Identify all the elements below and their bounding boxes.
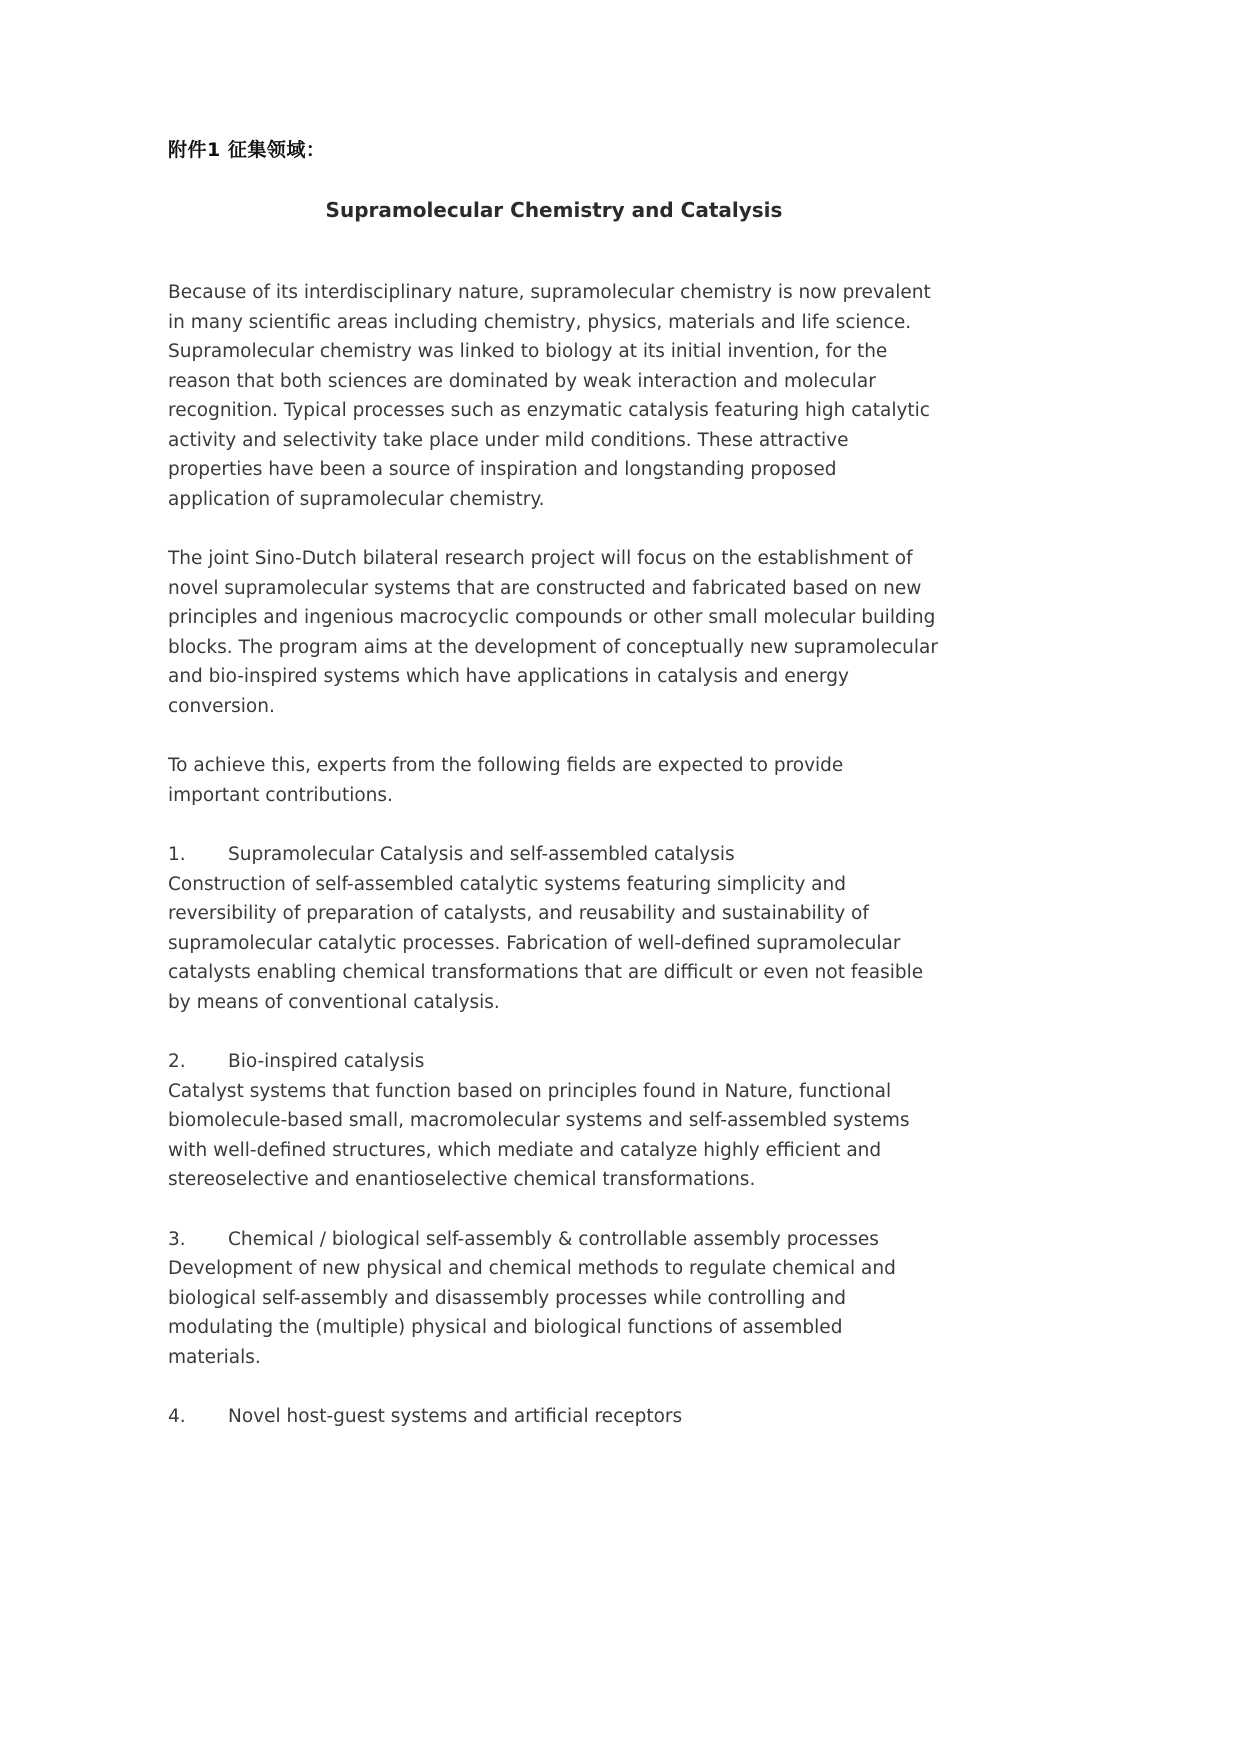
numbered-section: [168, 1047, 940, 1195]
section-number: 3.: [168, 1228, 186, 1250]
section-heading: [168, 1225, 940, 1255]
section-heading: [168, 840, 940, 870]
contributions-paragraph: To achieve this, experts from the following fields are expected to provide important contributions.: [168, 755, 844, 806]
attachment-heading: 附件1 征集领域：: [168, 139, 326, 161]
section-title: Chemical / biological self-assembly & controllable assembly processes: [228, 1228, 879, 1250]
page-title: Supramolecular Chemistry and Catalysis: [325, 198, 783, 222]
numbered-section: [168, 840, 940, 1017]
numbered-section: [168, 1402, 940, 1432]
section-body: Construction of self-assembled catalytic systems featuring simplicity and reversibility of preparation of catalysts, and reusability and sustainability of supramolecular catalytic processes. Fabrication of well-defined supramolecular catalysts enabling chemical transformations that are difficult or even not feasible by means of conventional catalysis.: [168, 873, 924, 1013]
section-body: Catalyst systems that function based on principles found in Nature, functional biomolecule-based small, macromolecular systems and self-assembled systems with well-defined structures, which mediate and catalyze highly efficient and stereoselective and enantioselective chemical transformations.: [168, 1080, 910, 1190]
section-body: Development of new physical and chemical methods to regulate chemical and biological self-assembly and disassembly processes while controlling and modulating the (multiple) physical and biological functions of assembled materials.: [168, 1258, 896, 1368]
section-number: 4.: [168, 1406, 186, 1427]
section-heading: [168, 1402, 940, 1432]
numbered-section: [168, 1225, 940, 1373]
project-paragraph: The joint Sino-Dutch bilateral research project will focus on the establishment of novel supramolecular systems that are constructed and fabricated based on new principles and ingenious macrocyclic compounds or other small molecular building blocks. The program aims at the development of conceptually new supramolecular and bio-inspired systems which have applications in catalysis and energy conversion.: [168, 548, 938, 717]
intro-paragraph: Because of its interdisciplinary nature, supramolecular chemistry is now prevalent in many scientific areas including chemistry, physics, materials and life science. Supramolecular chemistry was linked to biology at its initial invention, for the reason that both sciences are dominated by weak interaction and molecular recognition. Typical processes such as enzymatic catalysis featuring high catalytic activity and selectivity take place under mild conditions. These attractive properties have been a source of inspiration and longstanding proposed application of supramolecular chemistry.: [168, 282, 931, 510]
section-number: 1.: [168, 844, 186, 865]
section-heading: [168, 1047, 940, 1077]
section-number: 2.: [168, 1051, 186, 1072]
section-title: Supramolecular Catalysis and self-assembled catalysis: [228, 844, 735, 865]
section-title: Novel host-guest systems and artificial receptors: [228, 1406, 683, 1427]
section-title: Bio-inspired catalysis: [228, 1051, 425, 1072]
